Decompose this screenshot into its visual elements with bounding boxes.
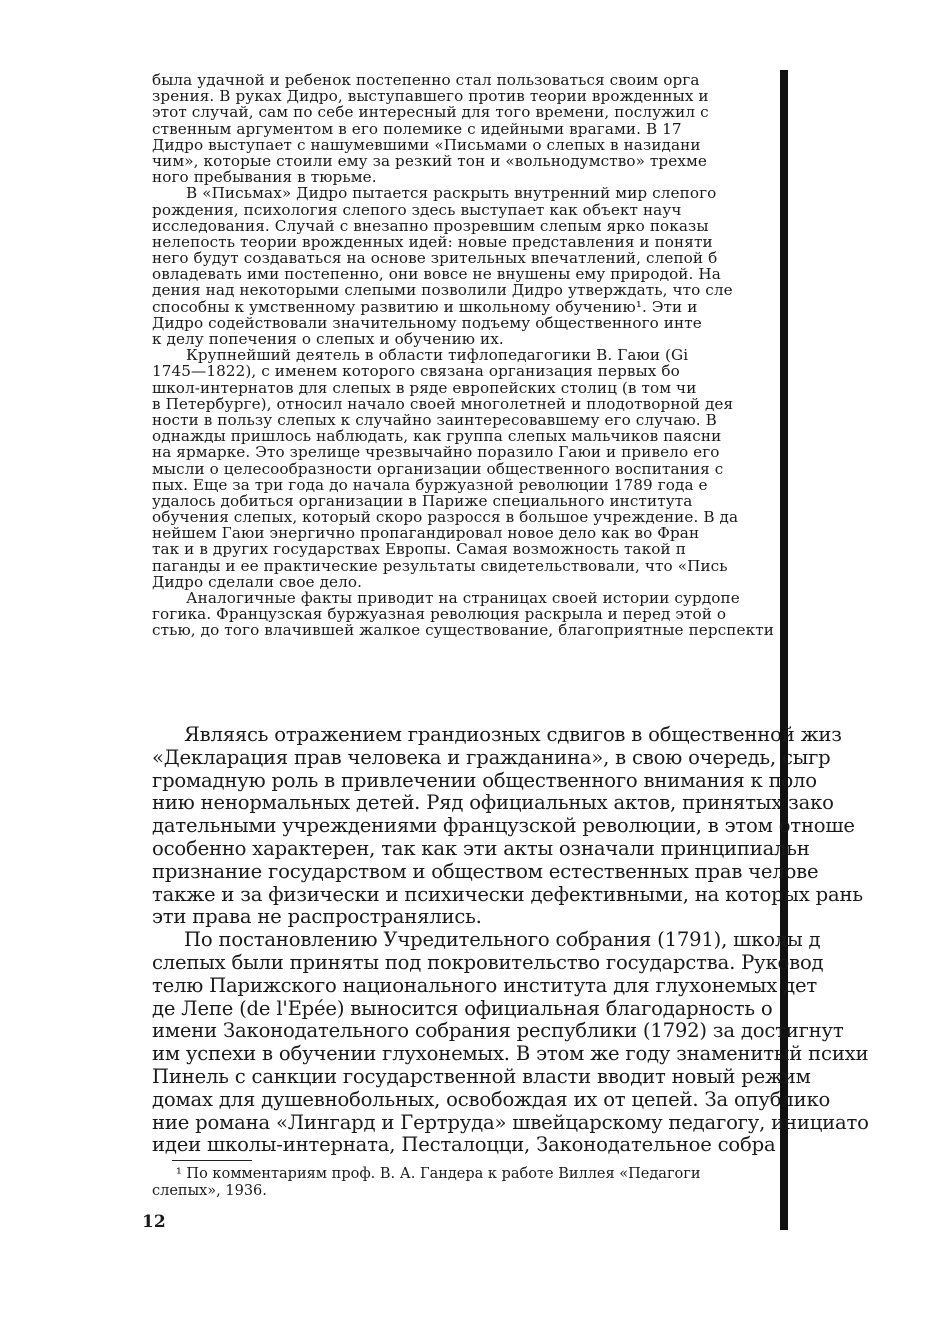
text-line: чим», которые стоили ему за резкий тон и «вольнодумство» трехме <box>152 151 708 170</box>
text-line: громадную роль в привлечении общественного внимания к поло <box>152 768 817 792</box>
text-line: гогика. Французская буржуазная революция раскрыла и перед этой о <box>152 605 727 624</box>
text-line: ние романа «Лингард и Гертруда» швейцарскому педагогу, инициато <box>152 1110 869 1134</box>
text-line: стью, до того влачившей жалкое существование, благоприятные перспекти <box>152 621 774 640</box>
text-line: также и за физически и психически дефективными, на которых рань <box>152 882 863 906</box>
text-line: в Петербурге), относил начало своей многолетней и плодотворной дея <box>152 394 734 413</box>
text-line: идеи школы-интерната, Песталоцци, Законодательное собра <box>152 1133 776 1157</box>
text-line: нию ненормальных детей. Ряд официальных актов, принятых зако <box>152 791 834 815</box>
text-line: Являясь отражением грандиозных сдвигов в общественной жиз <box>184 723 842 746</box>
footnote-line: ¹ По комментариям проф. В. А. Гандера к работе Виллея «Педагоги <box>176 1166 701 1182</box>
text-line: к делу попечения о слепых и обучению их. <box>152 330 504 348</box>
text-line: признание государством и обществом естественных прав челове <box>152 859 819 883</box>
text-line: Пинель с санкции государственной власти вводит новый режим <box>152 1064 811 1088</box>
text-line: дательными учреждениями французской революции, в этом отноше <box>152 814 855 838</box>
text-line: имени Законодательного собрания республики (1792) за достигнут <box>152 1019 844 1043</box>
text-line: де Лепе (de l'Epée) выносится официальная благодарность о <box>152 996 773 1020</box>
text-line: слепых были приняты под покровительство государства. Руковод <box>152 950 824 974</box>
footnote <box>152 1166 786 1200</box>
footnote-line: слепых», 1936. <box>152 1183 267 1199</box>
text-line: овладевать ими постепенно, они вовсе не внушены ему природой. На <box>152 265 721 284</box>
text-line: была удачной и ребенок постепенно стал пользоваться своим орга <box>152 71 700 89</box>
text-line: им успехи в обучении глухонемых. В этом же году знаменитый психи <box>152 1042 869 1066</box>
page-number: 12 <box>142 1212 166 1232</box>
text-line: него будут создаваться на основе зрительных впечатлений, слепой б <box>152 249 718 268</box>
text-line: нейшем Гаюи энергично пропагандировал новое дело как во Фран <box>152 524 700 543</box>
text-line: Аналогичные факты приводит на страницах своей истории сурдопе <box>186 589 740 607</box>
text-line: По постановлению Учредительного собрания (1791), школы д <box>184 928 821 952</box>
text-line: исследования. Случай с внезапно прозревшим слепым ярко показы <box>152 216 709 235</box>
text-line: так и в других государствах Европы. Самая возможность такой п <box>152 540 686 559</box>
text-line: мысли о целесообразности организации общественного воспитания с <box>152 459 724 478</box>
text-line: телю Парижского национального института для глухонемых дет <box>152 973 818 997</box>
text-line: этот случай, сам по себе интересный для того времени, послужил с <box>152 103 709 122</box>
text-line: ного пребывания в тюрьме. <box>152 168 377 187</box>
text-line: «Декларация прав человека и гражданина», в свою очередь, сыгр <box>152 745 831 769</box>
text-line: Дидро сделали свое дело. <box>152 572 363 591</box>
main-text-section <box>152 723 869 1157</box>
text-line: дения над некоторыми слепыми позволили Дидро утверждать, что сле <box>152 281 733 300</box>
small-print-section <box>152 72 782 639</box>
text-line: Дидро содействовали значительному подъему общественного инте <box>152 313 702 332</box>
text-line: однажды пришлось наблюдать, как группа слепых мальчиков паясни <box>152 427 722 446</box>
text-line: школ-интернатов для слепых в ряде европейских столиц (в том чи <box>152 378 697 397</box>
text-line: зрения. В руках Дидро, выступавшего против теории врожденных и <box>152 87 709 106</box>
text-line: рождения, психология слепого здесь выступает как объект науч <box>152 200 682 219</box>
text-line: паганды и ее практические результаты свидетельствовали, что «Пись <box>152 556 728 575</box>
text-line: удалось добиться организации в Париже специального института <box>152 491 693 510</box>
footnote-divider <box>172 1160 252 1161</box>
text-line: на ярмарке. Это зрелище чрезвычайно поразило Гаюи и привело его <box>152 443 720 462</box>
text-line: обучения слепых, который скоро разросся в большое учреждение. В да <box>152 508 739 527</box>
text-line: 1745—1822), с именем которого связана организация первых бо <box>152 362 680 381</box>
text-line: пых. Еще за три года до начала буржуазной революции 1789 года е <box>152 475 708 494</box>
text-line: нелепость теории врожденных идей: новые представления и поняти <box>152 232 713 251</box>
text-line: домах для душевнобольных, освобождая их от цепей. За опублико <box>152 1087 831 1111</box>
text-line: эти права не распространялись. <box>152 905 482 929</box>
text-line: Крупнейший деятель в области тифлопедагогики В. Гаюи (Gi <box>186 346 689 365</box>
text-line: ности в пользу слепых к случайно заинтересовавшему его случаю. В <box>152 410 717 429</box>
text-line: В «Письмах» Дидро пытается раскрыть внутренний мир слепого <box>186 184 717 203</box>
text-line: ственным аргументом в его полемике с идейными врагами. В 17 <box>152 119 682 138</box>
text-line: способны к умственному развитию и школьному обучению¹. Эти и <box>152 297 698 316</box>
text-line: особенно характерен, так как эти акты означали принципиальн <box>152 836 810 860</box>
text-line: Дидро выступает с нашумевшими «Письмами о слепых в назидани <box>152 135 701 154</box>
